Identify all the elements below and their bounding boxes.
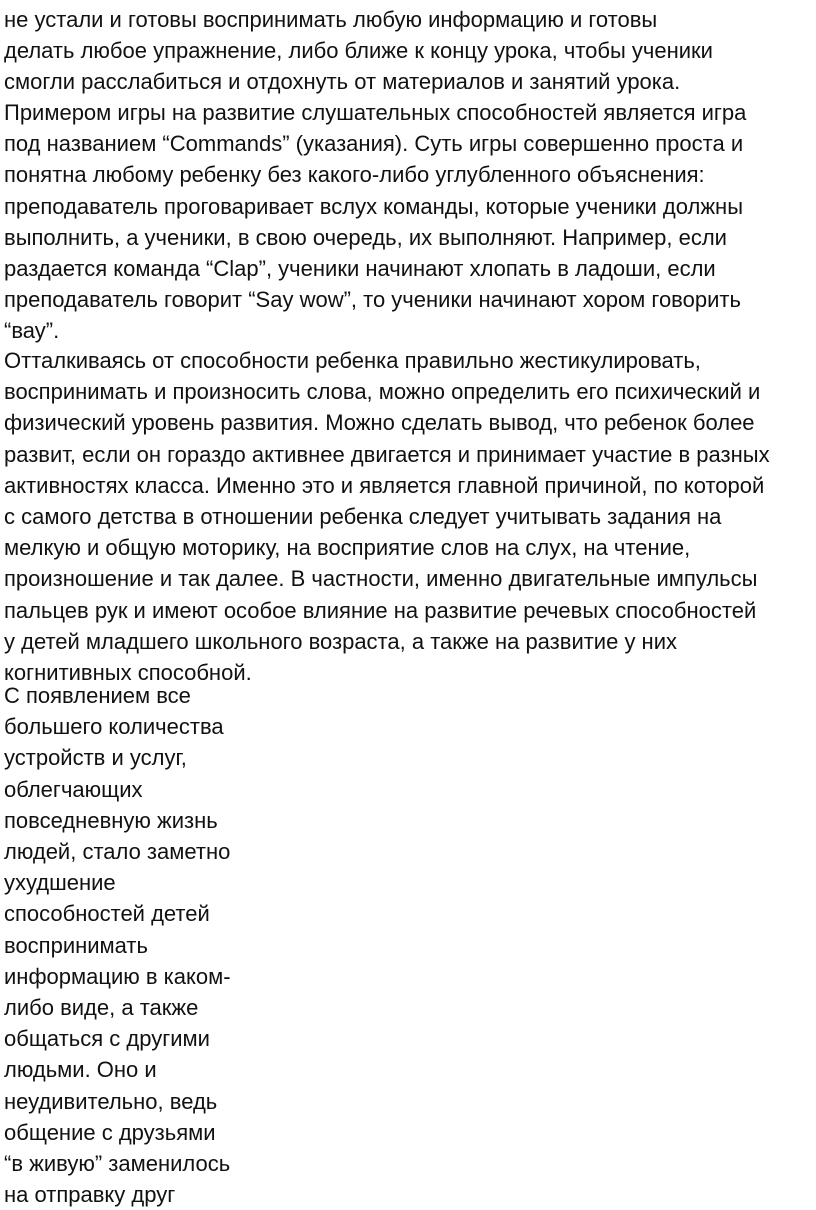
paragraph-devices-column: С появлением все большего количества устройств и услуг, облегчающих повседневную жизнь людей, стало заметно ухудшение способностей детей воспринимать информацию в каком- либо виде, а также общаться с другими людьми. Оно и неудивительно, ведь общение с друзьями “в живую” заменилось на отправку друг (4, 683, 231, 1208)
paragraph-continuation: не устали и готовы воспринимать любую информацию и готовы делать любое упражнение, либо ближе к концу урока, чтобы ученики смогли расслабиться и отдохнуть от материалов и занятий урока. (4, 7, 713, 95)
paragraph-development: Отталкиваясь от способности ребенка правильно жестикулировать, воспринимать и произносить слова, можно определить его психический и физический уровень развития. Можно сделать вывод, что ребенок более развит, если он гораздо активнее двигается и принимает участие в разных активностях класса. Именно это и является главной причиной, по которой с самого детства в отношении ребенка следует учитывать задания на мелкую и общую моторику, на восприятие слов на слух, на чтение, произношение и так далее. В частности, именно двигательные импульсы пальцев рук и имеют особое влияние на развитие речевых способностей у детей младшего школьного возраста, а также на развитие у них когнитивных способной. (4, 348, 770, 686)
paragraph-commands-game: Примером игры на развитие слушательных способностей является игра под названием “Commands” (указания). Суть игры совершенно проста и понятна любому ребенку без какого-либо углубленного объяснения: преподаватель проговаривает вслух команды, которые ученики должны выполнить, а ученики, в свою очередь, их выполняют. Например, если раздается команда “Clap”, ученики начинают хлопать в ладоши, если преподаватель говорит “Say wow”, то ученики начинают хором говорить “вау”. (4, 100, 747, 344)
